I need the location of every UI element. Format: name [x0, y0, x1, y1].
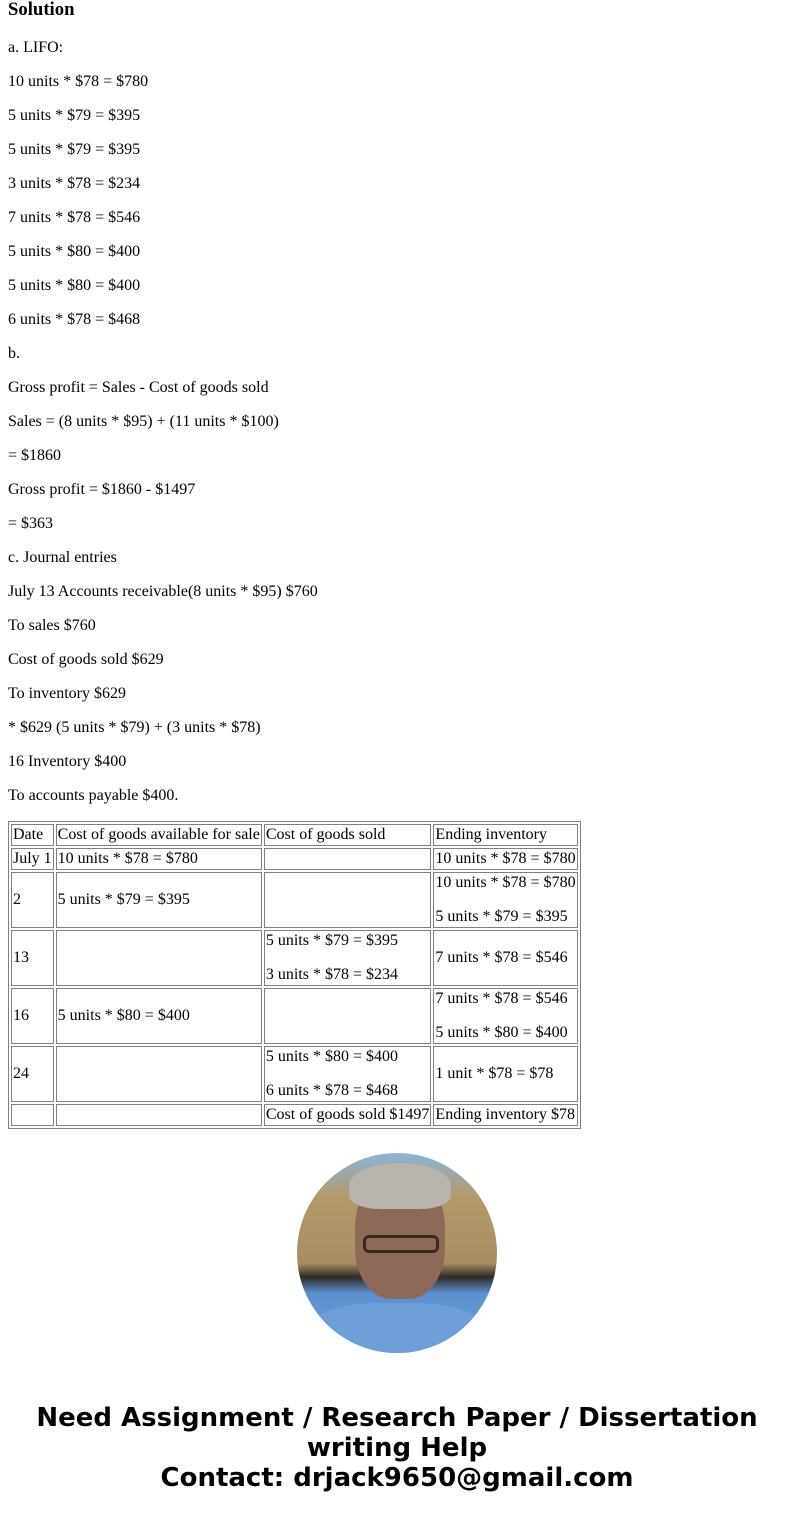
lifo-line: 5 units * $80 = $400 [8, 277, 141, 294]
sold-cell [264, 848, 432, 870]
journal-entry-line: To inventory $629 [8, 685, 126, 702]
ending-cell [433, 930, 577, 986]
cell-entry: Cost of goods sold $1497 [265, 1106, 430, 1123]
ending-cell [433, 1046, 577, 1102]
header-ending: Ending inventory [433, 824, 577, 846]
cell-entry: 6 units * $78 = $468 [265, 1082, 398, 1099]
gross-profit-line: = $363 [8, 515, 54, 532]
available-cell [56, 930, 262, 986]
available-cell [56, 988, 262, 1044]
avatar-shirt [307, 1303, 487, 1353]
ending-cell [433, 1104, 577, 1126]
avatar-hair [349, 1163, 451, 1209]
part-c-label: c. Journal entries [8, 549, 117, 566]
date-cell: 13 [11, 930, 54, 986]
promo-contact: Contact: drjack9650@gmail.com [160, 1463, 634, 1493]
journal-entry-line: July 13 Accounts receivable(8 units * $95) $760 [8, 583, 318, 600]
lifo-line: 5 units * $79 = $395 [8, 107, 141, 124]
date-cell: July 1 [11, 848, 54, 870]
lifo-line: 5 units * $79 = $395 [8, 141, 141, 158]
header-sold: Cost of goods sold [264, 824, 432, 846]
avatar-glasses [363, 1235, 439, 1253]
ending-cell [433, 848, 577, 870]
cell-entry: 5 units * $79 = $395 [57, 891, 190, 908]
table-row [11, 988, 578, 1044]
available-cell [56, 848, 262, 870]
cell-entry: 5 units * $80 = $400 [265, 1048, 398, 1065]
cell-entry: 5 units * $80 = $400 [57, 1007, 190, 1024]
table-row [11, 872, 578, 928]
date-cell: 24 [11, 1046, 54, 1102]
ending-cell [433, 872, 577, 928]
cell-entry: 1 unit * $78 = $78 [435, 1065, 554, 1082]
sold-cell [264, 988, 432, 1044]
lifo-line: 7 units * $78 = $546 [8, 209, 141, 226]
cell-entry: 5 units * $79 = $395 [265, 932, 398, 949]
table-row [11, 848, 578, 870]
sold-cell [264, 1104, 432, 1126]
cell-entry: 10 units * $78 = $780 [435, 874, 576, 891]
part-b-label: b. [8, 345, 20, 362]
journal-entry-line: Cost of goods sold $629 [8, 651, 164, 668]
date-cell: 16 [11, 988, 54, 1044]
lifo-line: 6 units * $78 = $468 [8, 311, 141, 328]
sold-cell [264, 930, 432, 986]
journal-entry-line: To accounts payable $400. [8, 787, 179, 804]
journal-entry-line: To sales $760 [8, 617, 96, 634]
header-available: Cost of goods available for sale [56, 824, 262, 846]
gross-profit-line: Sales = (8 units * $95) + (11 units * $100) [8, 413, 279, 430]
promo-banner [0, 1403, 794, 1493]
ending-cell [433, 988, 577, 1044]
sold-cell [264, 1046, 432, 1102]
available-cell [56, 1046, 262, 1102]
gross-profit-line: = $1860 [8, 447, 62, 464]
date-cell: 2 [11, 872, 54, 928]
cell-entry: Ending inventory $78 [435, 1106, 575, 1123]
page-title: Solution [8, 0, 75, 20]
cell-entry: 10 units * $78 = $780 [435, 850, 576, 867]
inventory-ledger-table [8, 821, 581, 1129]
cell-entry: 5 units * $80 = $400 [435, 1024, 568, 1041]
gross-profit-line: Gross profit = $1860 - $1497 [8, 481, 196, 498]
journal-entry-line: * $629 (5 units * $79) + (3 units * $78) [8, 719, 261, 736]
cell-entry: 7 units * $78 = $546 [435, 949, 568, 966]
available-cell [56, 1104, 262, 1126]
avatar [297, 1153, 497, 1353]
table-header-row [11, 824, 578, 846]
cell-entry: 3 units * $78 = $234 [265, 966, 398, 983]
gross-profit-line: Gross profit = Sales - Cost of goods sold [8, 379, 269, 396]
journal-entry-line: 16 Inventory $400 [8, 753, 127, 770]
sold-cell [264, 872, 432, 928]
cell-entry: 7 units * $78 = $546 [435, 990, 568, 1007]
table-row [11, 930, 578, 986]
cell-entry: 5 units * $79 = $395 [435, 908, 568, 925]
header-date: Date [11, 824, 54, 846]
available-cell [56, 872, 262, 928]
promo-line: Need Assignment / Research Paper / Dissertation [36, 1403, 758, 1433]
lifo-line: 3 units * $78 = $234 [8, 175, 141, 192]
cell-entry: 10 units * $78 = $780 [57, 850, 198, 867]
table-row [11, 1046, 578, 1102]
promo-line: writing Help [306, 1433, 488, 1463]
lifo-line: 5 units * $80 = $400 [8, 243, 141, 260]
part-a-label: a. LIFO: [8, 39, 64, 56]
table-row [11, 1104, 578, 1126]
lifo-line: 10 units * $78 = $780 [8, 73, 149, 90]
date-cell [11, 1104, 54, 1126]
